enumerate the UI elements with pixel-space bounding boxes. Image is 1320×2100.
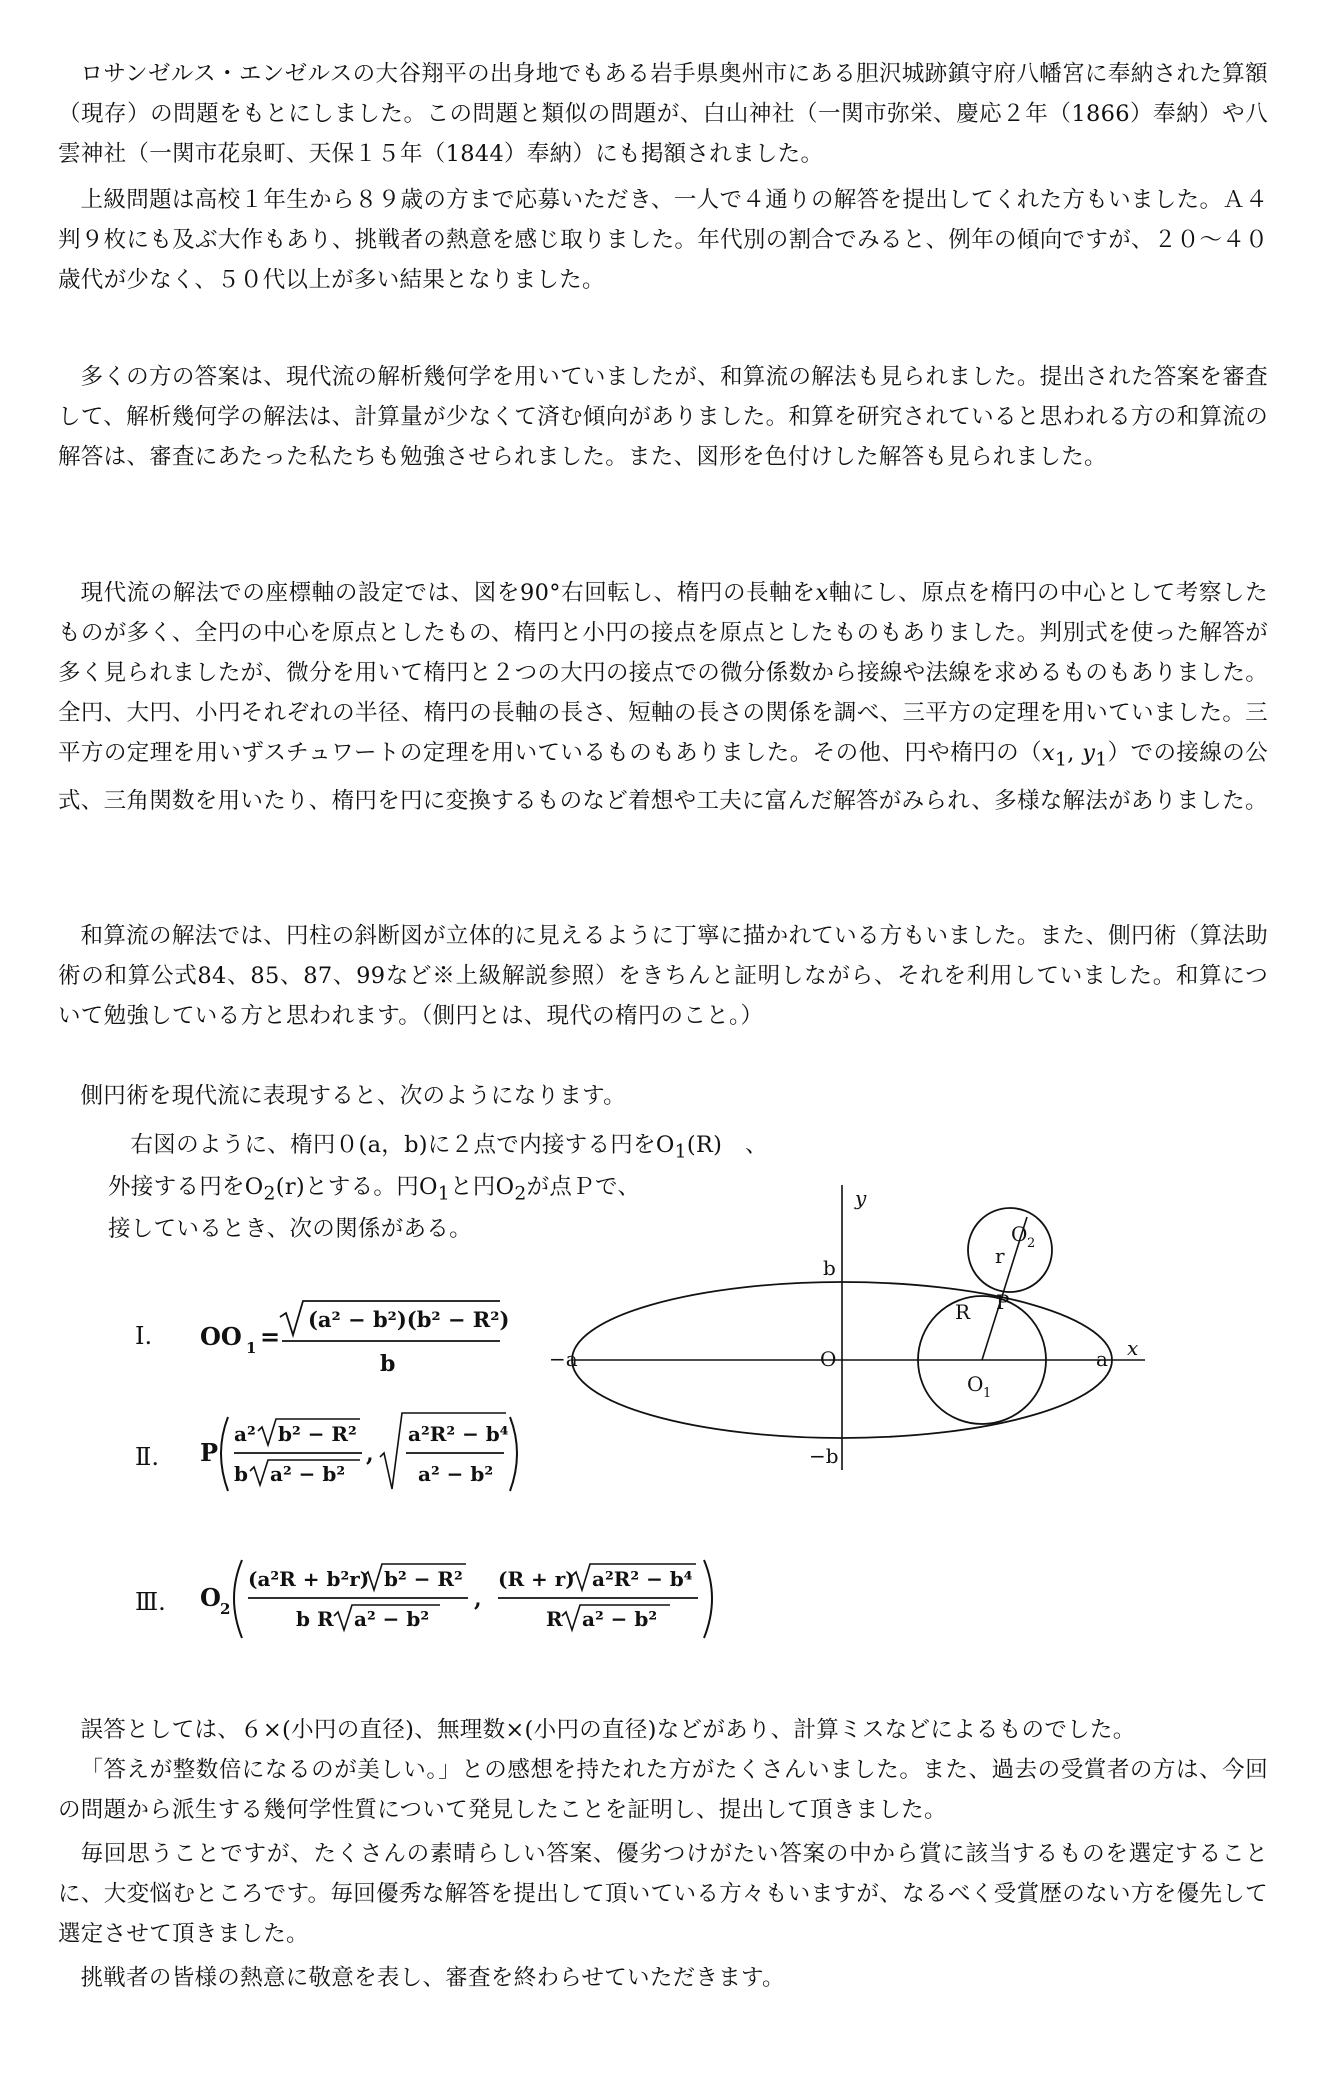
label-y: y	[855, 1186, 867, 1210]
intro-paragraph: ロサンゼルス・エンゼルスの大谷翔平の出身地でもある岩手県奥州市にある胆沢城跡鎮守府八幡宮に奉納された算額（現存）の問題をもとにしました。この問題と類似の問題が、白山神社（一関市弥栄、慶応２年（1866）奉納）や八雲神社（一関市花泉町、天保１５年（1844）奉納）にも掲額されました。	[58, 61, 1268, 167]
relation-line-3: 接しているとき、次の関係がある。	[108, 1216, 472, 1242]
label-big-r: R	[955, 1300, 971, 1324]
formula-2	[200, 1405, 540, 1505]
variable-x1: x	[1041, 740, 1055, 766]
formula-3-name-sub: 2	[220, 1600, 231, 1618]
formula-3-y-numer-b: a²R² − b⁴	[592, 1567, 693, 1591]
formula-1-lhs: OO	[200, 1322, 242, 1351]
formula-3-y-denom-a: R	[546, 1607, 563, 1631]
selection-paragraph: 毎回思うことですが、たくさんの素晴らしい答案、優劣つけがたい答案の中から賞に該当するものを選定することに、大変悩むところです。毎回優秀な解答を提出して頂いている方々もいますが、なるべく受賞歴のない方を優先して選定させて頂きました。	[58, 1841, 1268, 1947]
formula-1-eq: =	[260, 1322, 281, 1351]
formula-2-x-denom-b: a² − b²	[270, 1462, 346, 1486]
formula-1-denom: b	[380, 1351, 396, 1377]
closing-paragraph: 挑戦者の皆様の熱意に敬意を表し、審査を終わらせていただきます。	[80, 1965, 785, 1991]
formula-3-y-numer-a: (R + r)	[498, 1567, 575, 1591]
label-o2-sub: 2	[1027, 1236, 1036, 1251]
label-o2: O	[1011, 1222, 1028, 1246]
text-segment: 軸にし、原点を楕円の中心として考察したものが多く、全円の中心を原点としたもの、楕円と小円の接点を原点としたものもありました。判別式を使った解答が多く見られましたが、微分を用いて楕円と２つの大円の接点での微分係数から接線や法線を求めるものもありました。全円、大円、小円それぞれの半径、楕円の長軸の長さ、短軸の長さの関係を調べ、三平方の定理を用いていました。三平方の定理を用いずスチュワートの定理を用いているものもありました。その他、円や楕円の（	[58, 580, 1268, 766]
formula-1-numer: (a² − b²)(b² − R²)	[308, 1307, 510, 1332]
formula-1	[200, 1295, 520, 1385]
formula-2-x-numer-a: a²	[234, 1422, 256, 1446]
formula-1-lhs-sub: 1	[246, 1339, 257, 1357]
formula-3-open-paren	[234, 1560, 242, 1638]
formula-2-comma: ,	[366, 1441, 374, 1467]
formula-2-open-paren	[221, 1417, 228, 1491]
formula-3-x-numer-b: b² − R²	[384, 1567, 463, 1591]
wasan-method-paragraph: 和算流の解法では、円柱の斜断図が立体的に見えるように丁寧に描かれている方もいました。また、側円術（算法助術の和算公式84、85、87、99など※上級解説参照）をきちんと証明しながら、それを利用していました。和算について勉強している方と思われます。（側円とは、現代の楕円のこと。）	[58, 923, 1268, 1029]
applicants-paragraph: 上級問題は高校１年生から８９歳の方まで応募いただき、一人で４通りの解答を提出してくれた方もいました。Ａ４判９枚にも及ぶ大作もあり、挑戦者の熱意を感じ取りました。年代別の割合でみると、例年の傾向ですが、２０～４０歳代が少なく、５０代以上が多い結果となりました。	[58, 187, 1268, 293]
label-neg-b: −b	[809, 1444, 839, 1468]
subscript: 1	[1095, 749, 1108, 771]
formula-3-comma: ,	[474, 1586, 482, 1612]
formula-2-x-numer-b: b² − R²	[278, 1422, 357, 1446]
relation-line-2: 外接する円を$O_2(r)$とする。円$O_1$と円$O_2$が点Ｐで、	[108, 1174, 641, 1205]
outer-circle-o2	[968, 1208, 1052, 1292]
variable-y1: y	[1082, 740, 1096, 766]
label-o1: O	[967, 1372, 984, 1396]
formula-3-number: Ⅲ.	[135, 1588, 166, 1616]
label-neg-a: −a	[549, 1347, 578, 1371]
formula-3-x-denom-b: a² − b²	[354, 1607, 430, 1631]
formula-2-number: Ⅱ.	[135, 1443, 159, 1471]
formula-2-y-numer: a²R² − b⁴	[408, 1422, 509, 1446]
label-origin: O	[820, 1347, 837, 1371]
formula-3-x-denom-a: b R	[296, 1607, 334, 1631]
text-segment: ）での接線の公式、三角関数を用いたり、楕円を円に変換するものなど着想や工夫に富んだ解答がみられ、多様な解法がありました。	[58, 740, 1268, 814]
formula-2-close-paren	[510, 1417, 517, 1491]
label-p: P	[996, 1290, 1010, 1314]
wrong-answers-paragraph: 誤答としては、６×(小円の直径)、無理数×(小円の直径)などがあり、計算ミスなどによるものでした。	[80, 1717, 1136, 1743]
formula-2-y-denom: a² − b²	[418, 1462, 494, 1486]
modern-method-paragraph: 現代流の解法での座標軸の設定では、図を90°右回転し、楕円の長軸をx軸にし、原点を楕円の中心として考察したものが多く、全円の中心を原点としたもの、楕円と小円の接点を原点としたものもありました。判別式を使った解答が多く見られましたが、微分を用いて楕円と２つの大円の接点での微分係数から接線や法線を求めるものもありました。全円、大円、小円それぞれの半径、楕円の長軸の長さ、短軸の長さの関係を調べ、三平方の定理を用いていました。三平方の定理を用いずスチュワートの定理を用いているものもありました。その他、円や楕円の（$x_1$, $y_1$）での接線の公式、三角関数を用いたり、楕円を円に変換するものなど着想や工夫に富んだ解答がみられ、多様な解法がありました。	[58, 580, 1268, 814]
formula-1-number: Ⅰ.	[135, 1322, 153, 1350]
relation-line-1: 右図のように、楕円０(a，b)に２点で内接する円を$O_1(R)$ 、	[130, 1132, 768, 1163]
label-x: x	[1127, 1336, 1139, 1360]
label-a: a	[1096, 1347, 1108, 1371]
formula-3-close-paren	[704, 1560, 712, 1638]
formula-3-name: O	[200, 1583, 221, 1612]
impressions-paragraph: 「答えが整数倍になるのが美しい。」との感想を持たれた方がたくさんいました。また、過去の受賞者の方は、今回の問題から派生する幾何学性質について発見したことを証明し、提出して頂きました。	[58, 1757, 1268, 1823]
formula-2-name: P	[200, 1438, 219, 1467]
label-o1-sub: 1	[983, 1386, 992, 1401]
label-small-r: r	[995, 1244, 1005, 1268]
solutions-paragraph: 多くの方の答案は、現代流の解析幾何学を用いていましたが、和算流の解法も見られました。提出された答案を審査して、解析幾何学の解法は、計算量が少なくて済む傾向がありました。和算を研究されていると思われる方の和算流の解答は、審査にあたった私たちも勉強させられました。また、図形を色付けした解答も見られました。	[58, 364, 1268, 470]
formula-2-x-denom-a: b	[234, 1462, 248, 1486]
text-segment: 現代流の解法での座標軸の設定では、図を90°右回転し、楕円の長軸を	[80, 580, 816, 606]
sokuen-intro-paragraph: 側円術を現代流に表現すると、次のようになります。	[80, 1083, 626, 1109]
subscript: 1	[1054, 749, 1068, 771]
formula-3-x-numer-a: (a²R + b²r)	[248, 1567, 370, 1591]
label-b: b	[823, 1256, 836, 1280]
variable-x: x	[815, 580, 829, 606]
formula-3	[200, 1550, 730, 1650]
ellipse-circles-diagram	[549, 1165, 1155, 1485]
formula-3-y-denom-b: a² − b²	[582, 1607, 658, 1631]
